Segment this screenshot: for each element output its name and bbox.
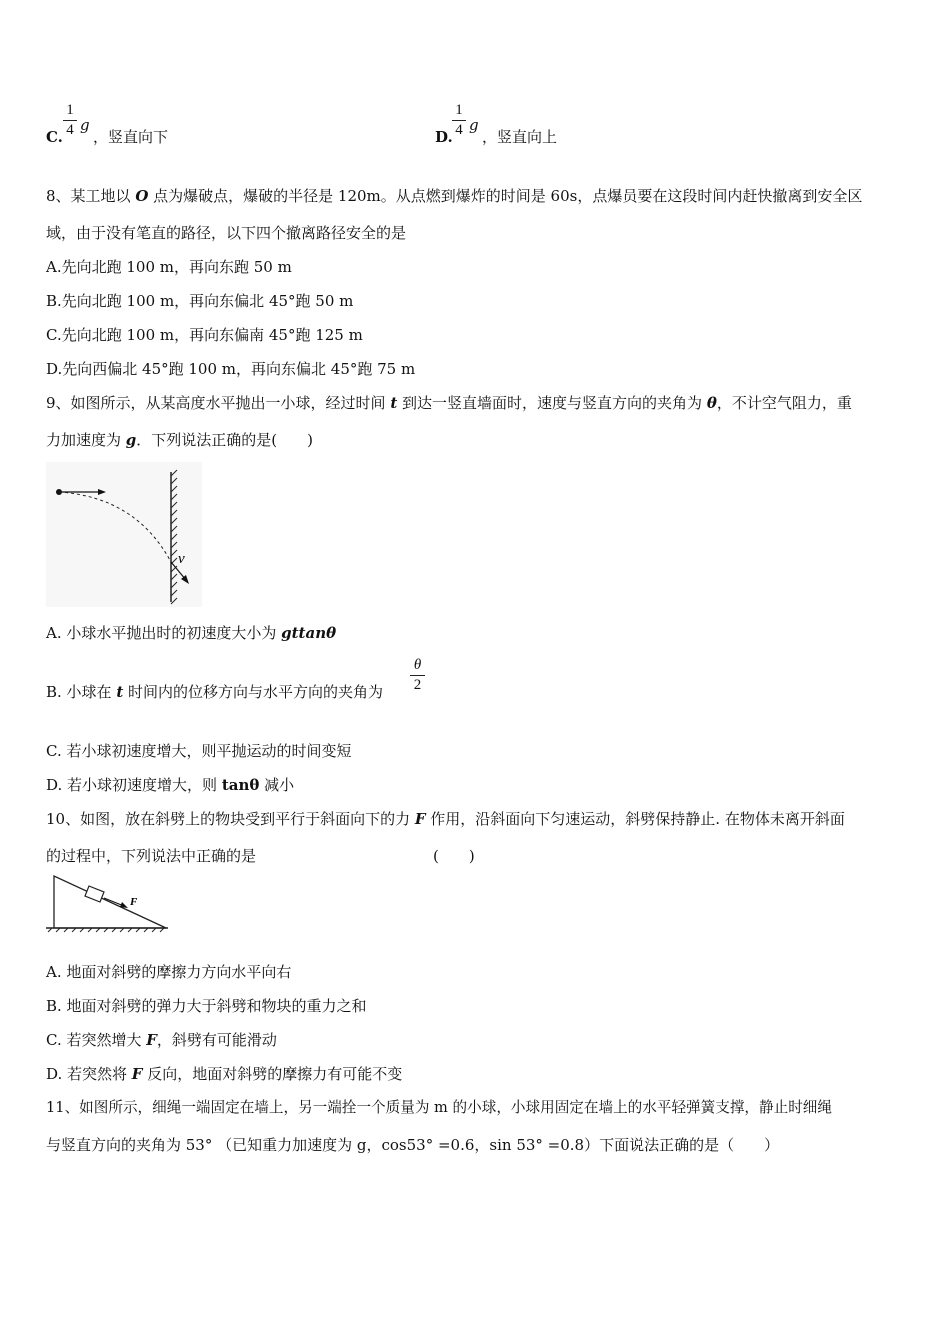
- q9-option-c[interactable]: C. 若小球初速度增大，则平抛运动的时间变短: [46, 742, 352, 760]
- fraction-theta-half: [410, 657, 425, 694]
- stem-text: ．下列说法正确的是( ): [136, 431, 313, 449]
- variable-g: g: [125, 431, 137, 449]
- option-text: ，竖直向下: [93, 128, 169, 146]
- fraction-numerator: 1: [455, 102, 463, 118]
- fraction-numerator: θ: [413, 657, 422, 673]
- option-text: 反向，地面对斜劈的摩擦力有可能不变: [142, 1065, 403, 1083]
- q9-stem: [46, 393, 852, 413]
- q10-incline-figure: [44, 872, 172, 934]
- q10-option-d[interactable]: [46, 1064, 402, 1084]
- variable-f: F: [131, 1065, 143, 1083]
- option-text: 时间内的位移方向与水平方向的夹角为: [123, 683, 384, 701]
- variable-g: g: [469, 116, 479, 134]
- q8-stem-line2: 域，由于没有笔直的路径，以下四个撤离路径安全的是: [46, 224, 407, 242]
- stem-text: 力加速度为: [46, 431, 126, 449]
- force-label: F: [130, 896, 138, 908]
- q8-option-b[interactable]: B.先向北跑 100 m，再向东偏北 45°跑 50 m: [46, 292, 354, 310]
- q8-stem: [46, 186, 862, 206]
- q8-option-c[interactable]: C.先向北跑 100 m，再向东偏南 45°跑 125 m: [46, 326, 363, 344]
- fraction-one-quarter: [63, 102, 77, 139]
- q10-option-a[interactable]: A. 地面对斜劈的摩擦力方向水平向右: [46, 963, 292, 981]
- option-text: B. 小球在: [46, 683, 117, 701]
- variable-g: g: [80, 116, 90, 134]
- q9-option-b[interactable]: [46, 682, 383, 702]
- q8-option-d[interactable]: D.先向西偏北 45°跑 100 m，再向东偏北 45°跑 75 m: [46, 360, 416, 378]
- q10-stem-line2: 的过程中，下列说法中正确的是: [46, 847, 257, 865]
- q10-option-b[interactable]: B. 地面对斜劈的弹力大于斜劈和物块的重力之和: [46, 997, 367, 1015]
- q11-stem: 11、如图所示，细绳一端固定在墙上，另一端拴一个质量为 m 的小球，小球用固定在墙上的水平轻弹簧支撑，静止时细绳: [46, 1099, 832, 1116]
- option-text: A. 小球水平抛出时的初速度大小为: [46, 624, 282, 642]
- option-text: D. 若突然将: [46, 1065, 132, 1083]
- option-text: C. 若突然增大: [46, 1031, 147, 1049]
- fraction-numerator: 1: [66, 102, 74, 118]
- q7-option-d[interactable]: [435, 127, 453, 147]
- block: [85, 886, 104, 902]
- stem-text: ，不计空气阻力，重: [716, 394, 852, 412]
- stem-text: 8、某工地以: [46, 187, 136, 205]
- stem-text: 9、如图所示，从某高度水平抛出一小球，经过时间: [46, 394, 391, 412]
- variable-theta: θ: [706, 394, 717, 412]
- variable-f: F: [146, 1031, 157, 1049]
- formula: gttanθ: [281, 624, 337, 642]
- stem-text: 到达一竖直墙面时，速度与竖直方向的夹角为: [397, 394, 707, 412]
- q11-stem-line2: 与竖直方向的夹角为 53° （已知重力加速度为 g，cos53° =0.6，sin 53° =0.8）下面说法正确的是（ ）: [46, 1136, 780, 1154]
- variable-f: F: [414, 810, 426, 828]
- point-o: O: [135, 187, 149, 205]
- q10-option-c[interactable]: [46, 1030, 277, 1050]
- fraction-denominator: 2: [413, 677, 422, 693]
- variable-t: t: [390, 394, 398, 412]
- option-label: C.: [46, 128, 63, 146]
- arrowhead-icon: [120, 902, 128, 908]
- wedge: [54, 876, 166, 928]
- q8-option-a[interactable]: A.先向北跑 100 m，再向东跑 50 m: [46, 258, 292, 276]
- q9-projectile-figure: [46, 462, 202, 607]
- stem-text: 点为爆破点，爆破的半径是 120m。从点燃到爆炸的时间是 60s，点爆员要在这段时间内赶快撤离到安全区: [148, 187, 863, 205]
- option-text: D. 若小球初速度增大，则: [46, 776, 222, 794]
- stem-text: 10、如图，放在斜劈上的物块受到平行于斜面向下的力: [46, 810, 415, 828]
- option-text: ，斜劈有可能滑动: [156, 1031, 277, 1049]
- fraction-denominator: 4: [455, 122, 463, 138]
- q9-option-a[interactable]: [46, 623, 336, 643]
- option-text: 减小: [259, 776, 295, 794]
- fraction-one-quarter: [452, 102, 466, 139]
- answer-blank[interactable]: ( ): [433, 847, 475, 865]
- stem-text: 作用，沿斜面向下匀速运动，斜劈保持静止. 在物体未离开斜面: [425, 810, 845, 828]
- fraction-denominator: 4: [66, 122, 74, 138]
- q9-stem-line2: [46, 430, 313, 450]
- variable-t: t: [116, 683, 124, 701]
- q9-option-d[interactable]: [46, 775, 294, 795]
- formula: tanθ: [221, 776, 260, 794]
- option-text: ，竖直向上: [482, 128, 558, 146]
- option-label: D.: [435, 128, 453, 146]
- q10-stem: [46, 809, 845, 829]
- velocity-label: v: [178, 551, 185, 567]
- q7-option-c[interactable]: [46, 127, 63, 147]
